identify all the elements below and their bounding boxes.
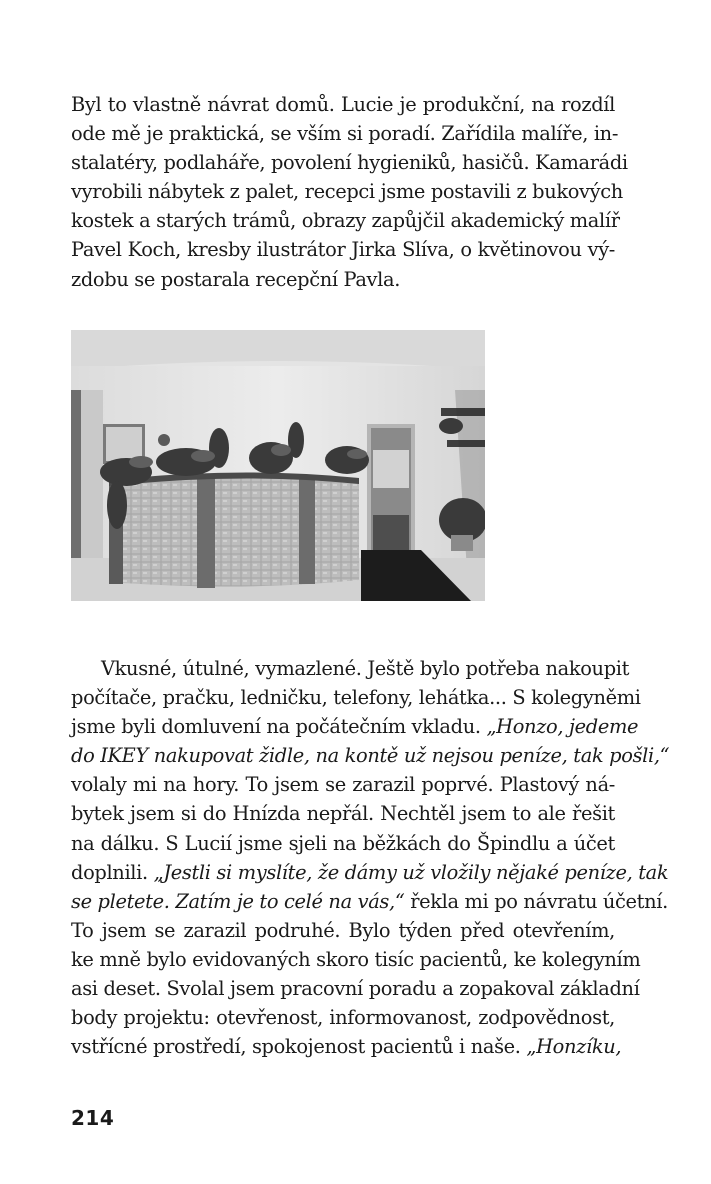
text-segment: To jsem se zarazil podruhé. Bylo týden před otevřením,: [71, 918, 615, 942]
text-line: [71, 916, 615, 945]
text-line: [71, 974, 640, 1003]
paragraph-intro: [71, 90, 628, 294]
quote-segment: do IKEY nakupovat židle, na kontě už nejsou peníze, tak pošli,“: [71, 744, 670, 768]
text-line: [71, 683, 641, 712]
text-segment: počítače, pračku, ledničku, telefony, lehátka... S kolegyněmi: [71, 686, 641, 710]
text-segment: ke mně bylo evidovaných skoro tisíc pacientů, ke kolegyním: [71, 947, 641, 971]
text-line: [71, 945, 641, 974]
reception-photo: [71, 330, 485, 601]
text-segment: body projektu: otevřenost, informovanost, zodpovědnost,: [71, 1006, 615, 1030]
text-line: [71, 1032, 622, 1061]
text-segment: doplnili.: [71, 860, 154, 884]
text-line: Pavel Koch, kresby ilustrátor Jirka Slíva, o květinovou vý-: [71, 238, 615, 262]
text-line: Byl to vlastně návrat domů. Lucie je produkční, na rozdíl: [71, 93, 615, 116]
text-line: [71, 712, 639, 741]
text-line: ode mě je praktická, se vším si poradí. Zařídila malíře, in-: [71, 122, 619, 146]
text-line: [71, 770, 615, 799]
text-line: stalatéry, podlaháře, povolení hygieniků, hasičů. Kamarádi: [71, 151, 628, 175]
text-segment: volaly mi na hory. To jsem se zarazil poprvé. Plastový ná-: [71, 773, 615, 797]
text-segment: řekla mi po návratu účetní.: [404, 889, 668, 913]
text-line: zdobu se postarala recepční Pavla.: [71, 267, 401, 291]
paragraph-main: [71, 654, 670, 1061]
quote-segment: „Jestli si myslíte, že dámy už vložily nějaké peníze, tak: [153, 860, 669, 884]
text-line: [71, 858, 669, 887]
quote-segment: „Honzo, jedeme: [486, 715, 639, 739]
page-number: 214: [71, 1106, 115, 1130]
text-line: [71, 799, 615, 828]
text-segment: asi deset. Svolal jsem pracovní poradu a zopakoval základní: [71, 977, 640, 1001]
text-line: [71, 741, 670, 770]
quote-segment: „Honzíku,: [526, 1035, 622, 1059]
text-segment: Vkusné, útulné, vymazlené. Ještě bylo potřeba nakoupit: [101, 657, 630, 680]
text-segment: na dálku. S Lucií jsme sjeli na běžkách do Špindlu a účet: [71, 831, 615, 855]
text-line: [71, 829, 615, 858]
text-segment: jsme byli domluvení na počátečním vkladu.: [71, 715, 487, 739]
text-line: vyrobili nábytek z palet, recepci jsme postavili z bukových: [71, 180, 623, 204]
text-line: kostek a starých trámů, obrazy zapůjčil akademický malíř: [71, 209, 620, 233]
text-segment: bytek jsem si do Hnízda nepřál. Nechtěl jsem to ale řešit: [71, 802, 615, 826]
quote-segment: se pletete. Zatím je to celé na vás,“: [71, 889, 405, 913]
text-line: [71, 654, 630, 683]
text-line: [71, 1003, 615, 1032]
text-line: [71, 887, 668, 916]
text-segment: vstřícné prostředí, spokojenost pacientů i naše.: [71, 1035, 527, 1059]
